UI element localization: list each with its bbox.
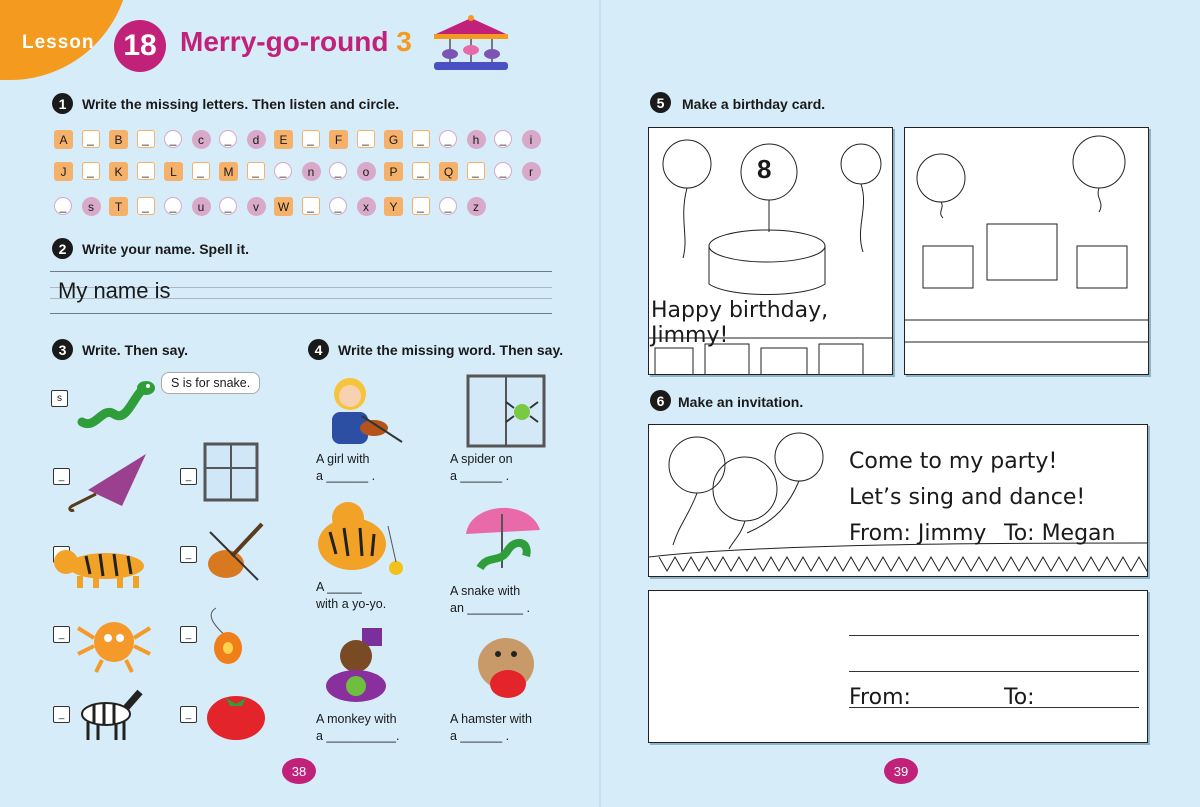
invitation-line-2: Let’s sing and dance! (849, 485, 1086, 510)
exercise-1-number: 1 (52, 93, 73, 114)
invitation-example (648, 424, 1148, 577)
exercise-3-number: 3 (52, 339, 73, 360)
letter-tile: c (192, 130, 211, 149)
letter-blank[interactable]: _ (219, 130, 237, 148)
writing-line (849, 635, 1139, 636)
page-number-right: 39 (884, 758, 918, 784)
blank-to-label: To: (1004, 685, 1035, 710)
letter-tile: B (109, 130, 128, 149)
answer-box-spider[interactable]: _ (53, 626, 70, 643)
letter-tile: A (54, 130, 73, 149)
letter-tile: Y (384, 197, 403, 216)
exercise-4-instruction: Write the missing word. Then say. (338, 342, 564, 358)
exercise-6-number: 6 (650, 390, 671, 411)
letter-blank[interactable]: _ (137, 162, 155, 180)
letter-tile: F (329, 130, 348, 149)
page-number-left: 38 (282, 758, 316, 784)
letter-tile: K (109, 162, 128, 181)
letter-blank[interactable]: _ (137, 197, 155, 215)
tomato-picture (204, 684, 268, 742)
spider-window-picture (466, 374, 550, 450)
letter-blank[interactable]: _ (219, 197, 237, 215)
invitation-line-1: Come to my party! (849, 449, 1058, 474)
letter-blank[interactable]: _ (494, 162, 512, 180)
lesson-title: Merry-go-round 3 (180, 26, 412, 57)
letter-tile: u (192, 197, 211, 216)
letter-tile: x (357, 197, 376, 216)
violin-picture (202, 520, 270, 586)
hamster-picture (472, 624, 542, 700)
tiger-picture (46, 540, 158, 592)
letter-blank[interactable]: _ (412, 162, 430, 180)
lesson-label: Lesson (22, 32, 95, 53)
letter-tile: d (247, 130, 266, 149)
letter-blank[interactable]: _ (137, 130, 155, 148)
invitation-to: To: Megan (1004, 521, 1116, 546)
invitation-from: From: Jimmy (849, 521, 987, 546)
letter-blank[interactable]: _ (357, 130, 375, 148)
writing-line (849, 671, 1139, 672)
letter-blank[interactable]: _ (439, 130, 457, 148)
letter-blank[interactable]: _ (247, 162, 265, 180)
letter-blank[interactable]: _ (82, 162, 100, 180)
letter-blank[interactable]: _ (164, 130, 182, 148)
monkey-picture (310, 626, 404, 706)
letter-tile: G (384, 130, 403, 149)
exercise-5-number: 5 (650, 92, 671, 113)
letter-blank[interactable]: _ (467, 162, 485, 180)
exercise-2-number: 2 (52, 238, 73, 259)
letter-blank[interactable]: _ (82, 130, 100, 148)
page-spine (599, 0, 601, 807)
invitation-blank[interactable] (648, 590, 1148, 743)
writing-line (50, 271, 552, 272)
letter-blank[interactable]: _ (412, 197, 430, 215)
carousel-icon (428, 14, 514, 76)
caption-hamster: A hamster with a ______ . (450, 712, 532, 743)
letter-blank[interactable]: _ (274, 162, 292, 180)
letter-tile: v (247, 197, 266, 216)
letter-tile: W (274, 197, 293, 216)
answer-box-yoyo[interactable]: _ (180, 626, 197, 643)
snake-umbrella-picture (460, 498, 544, 576)
birthday-card-example (648, 127, 893, 375)
birthday-card-blank[interactable] (904, 127, 1149, 375)
letter-blank[interactable]: _ (302, 197, 320, 215)
yoyo-picture (204, 604, 254, 666)
letter-tile: M (219, 162, 238, 181)
letter-tile: L (164, 162, 183, 181)
letter-blank[interactable]: _ (329, 197, 347, 215)
speech-bubble: S is for snake. (161, 372, 260, 394)
answer-box-umbrella[interactable]: _ (53, 468, 70, 485)
caption-spider: A spider on a ______ . (450, 452, 513, 483)
letter-tile: E (274, 130, 293, 149)
answer-box-tomato[interactable]: _ (180, 706, 197, 723)
letter-tile: r (522, 162, 541, 181)
letter-tile: Q (439, 162, 458, 181)
window-picture (202, 442, 260, 504)
letter-tile: z (467, 197, 486, 216)
letter-blank[interactable]: _ (329, 162, 347, 180)
answer-box-window[interactable]: _ (180, 468, 197, 485)
letter-blank[interactable]: _ (439, 197, 457, 215)
letter-blank[interactable]: _ (412, 130, 430, 148)
name-prompt: My name is (58, 278, 171, 303)
birthday-card-text: Happy birthday, Jimmy! (651, 298, 829, 348)
answer-box-violin[interactable]: _ (180, 546, 197, 563)
letter-tile: s (82, 197, 101, 216)
snake-picture (76, 376, 158, 432)
exercise-1-instruction: Write the missing letters. Then listen and circle. (82, 96, 400, 112)
letter-tile: i (522, 130, 541, 149)
letter-blank[interactable]: _ (54, 197, 72, 215)
exercise-5-instruction: Make a birthday card. (682, 96, 826, 112)
letter-blank[interactable]: _ (302, 130, 320, 148)
letter-tile: h (467, 130, 486, 149)
caption-girl: A girl with a ______ . (316, 452, 376, 483)
caption-monkey: A monkey with a __________. (316, 712, 400, 743)
presents-drawing (905, 128, 1148, 374)
letter-tile: T (109, 197, 128, 216)
letter-tile: P (384, 162, 403, 181)
letter-tile: J (54, 162, 73, 181)
caption-snake: A snake with an ________ . (450, 584, 530, 615)
letter-tile: o (357, 162, 376, 181)
caption-tiger: A _____ with a yo-yo. (316, 580, 387, 611)
letter-blank[interactable]: _ (494, 130, 512, 148)
girl-violin-picture (318, 372, 404, 450)
cake-number: 8 (757, 154, 772, 184)
letter-blank[interactable]: _ (192, 162, 210, 180)
letter-tile: n (302, 162, 321, 181)
answer-box-zebra[interactable]: _ (53, 706, 70, 723)
exercise-4-number: 4 (308, 339, 329, 360)
zebra-picture (74, 684, 148, 742)
umbrella-picture (66, 450, 148, 512)
tiger-yoyo-picture (308, 498, 408, 580)
lesson-number: 18 (114, 20, 166, 72)
blank-from-label: From: (849, 685, 911, 710)
exercise-3-instruction: Write. Then say. (82, 342, 189, 358)
answer-box-snake[interactable]: s (51, 390, 68, 407)
letter-blank[interactable]: _ (164, 197, 182, 215)
spider-picture (72, 610, 156, 674)
writing-line (50, 313, 552, 314)
exercise-6-instruction: Make an invitation. (678, 394, 804, 410)
exercise-2-instruction: Write your name. Spell it. (82, 241, 250, 257)
